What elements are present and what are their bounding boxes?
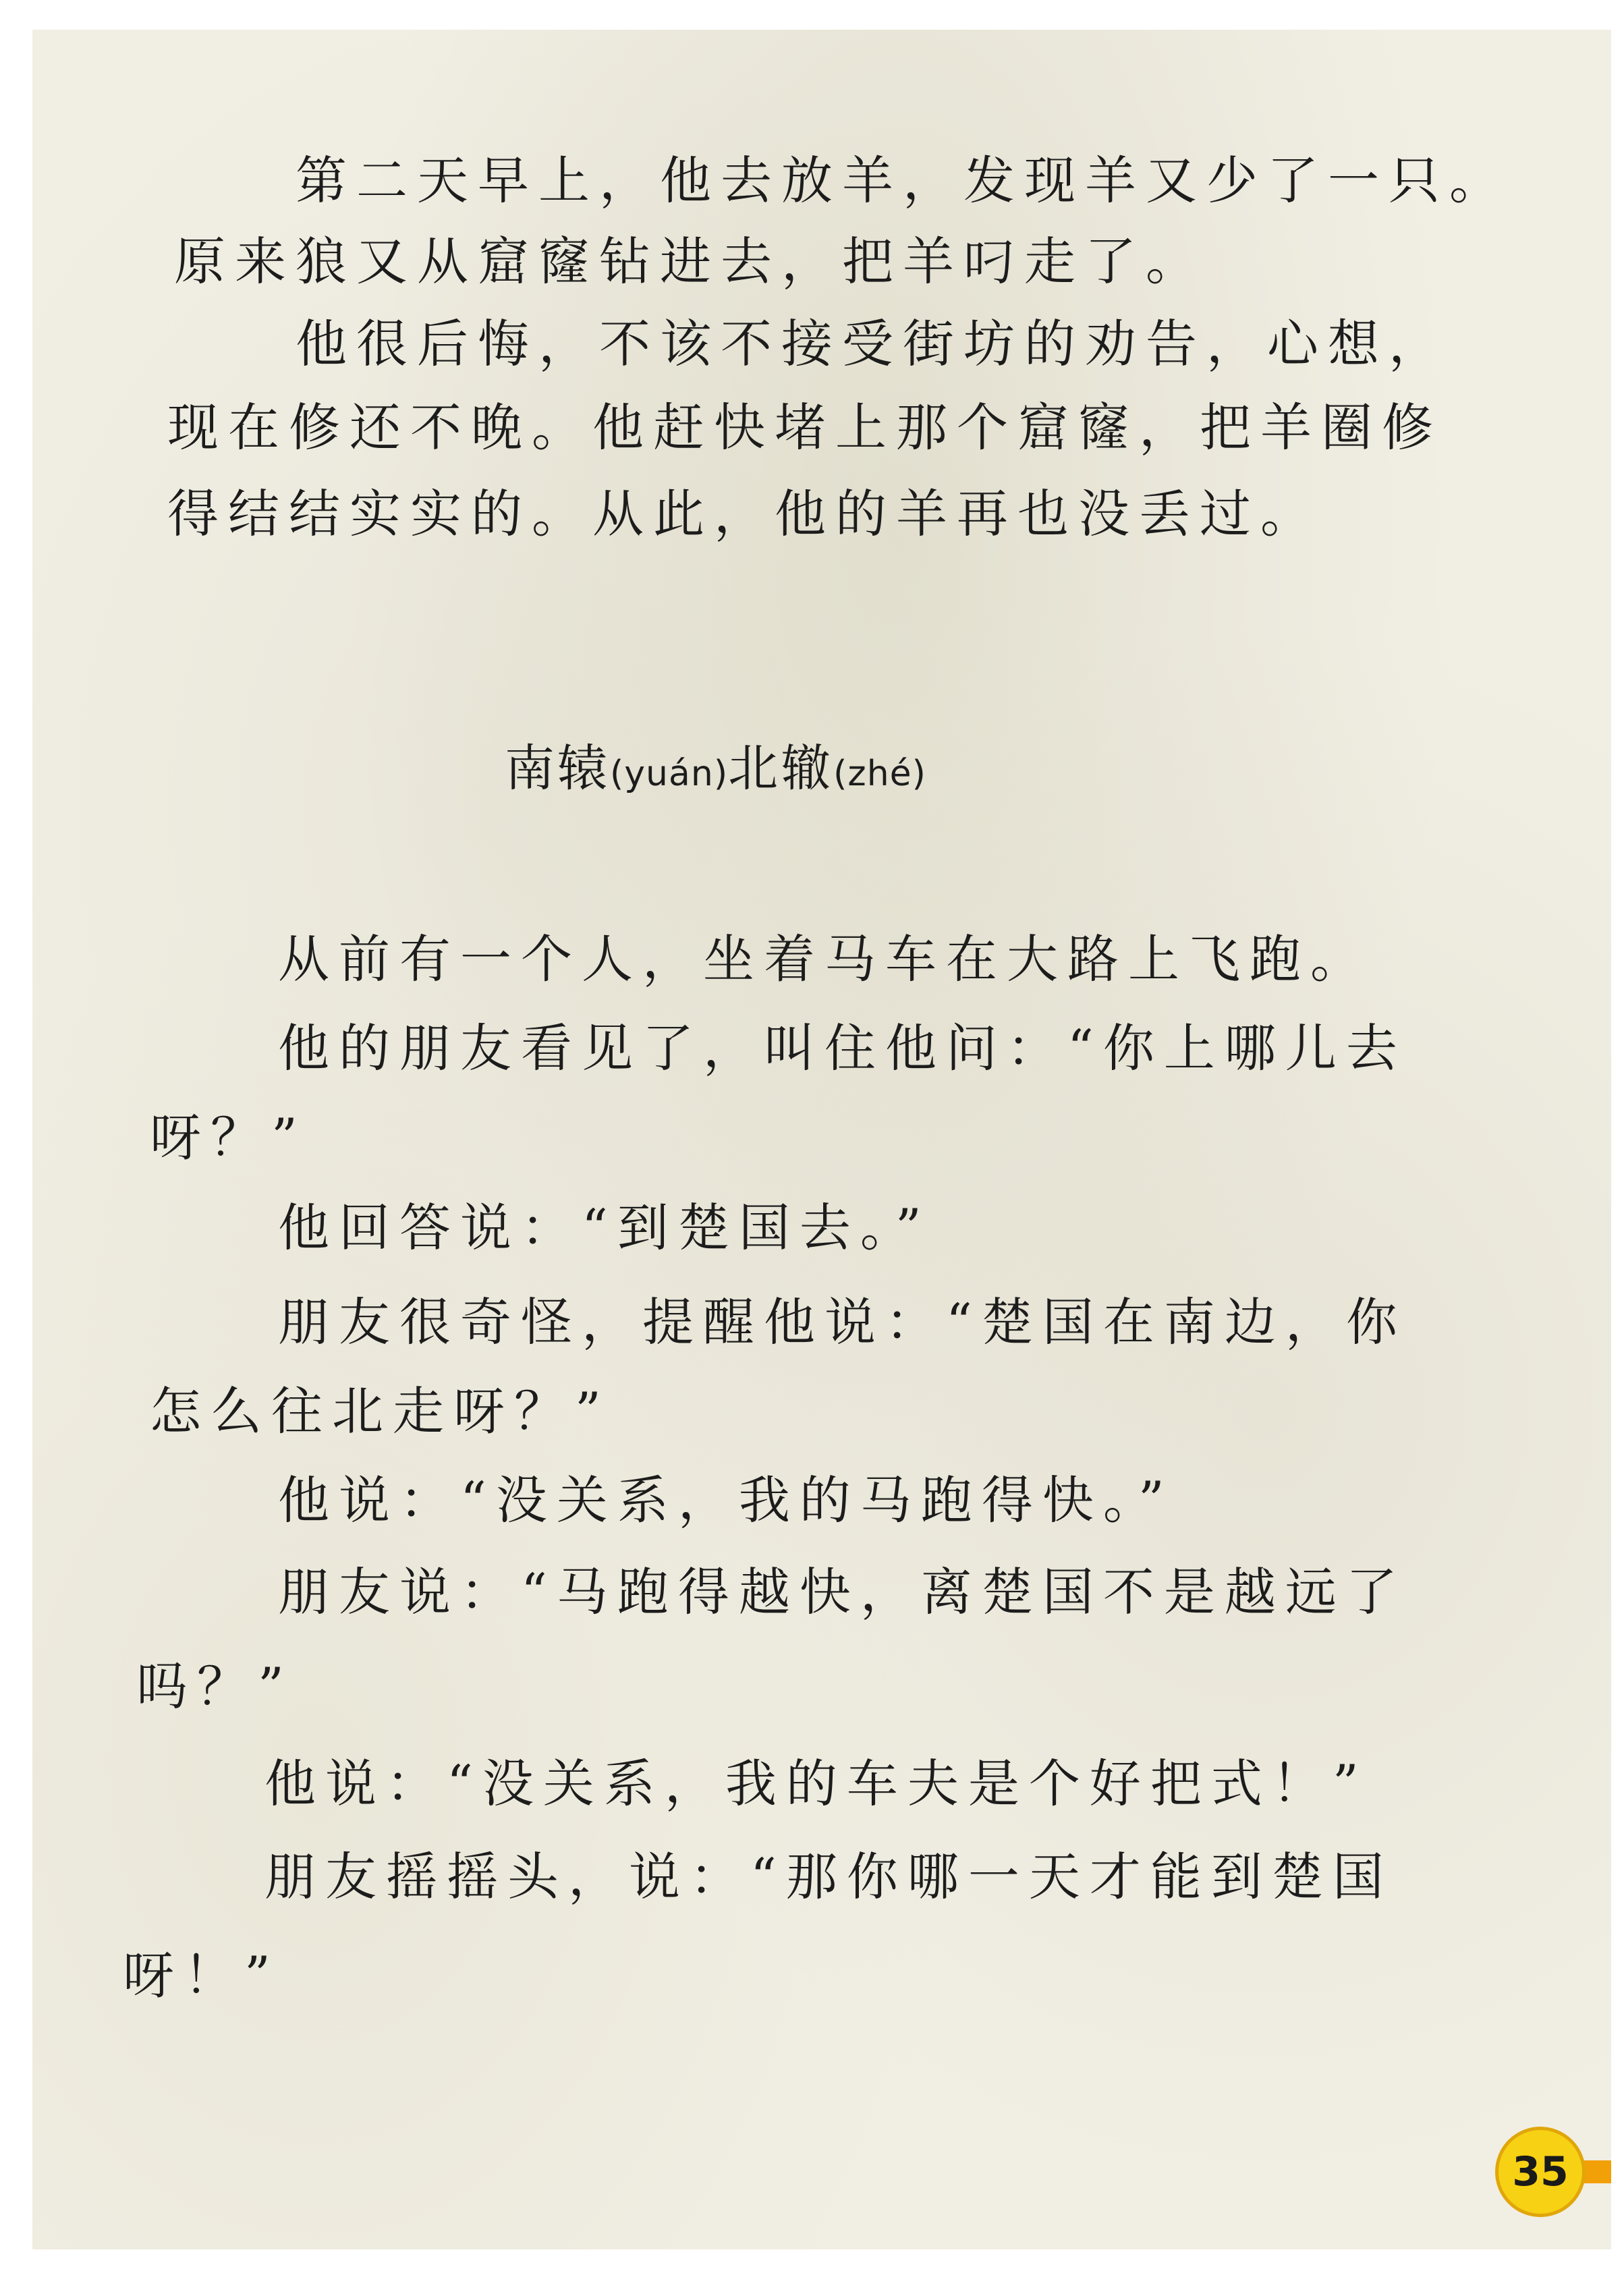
story2-line-12: 呀！” — [123, 1945, 280, 2005]
story1-line-3: 他很后悔，不该不接受街坊的劝告，心想， — [296, 314, 1449, 374]
story2-line-3: 呀？” — [150, 1107, 307, 1167]
story2-line-5: 朋友很奇怪，提醒他说：“楚国在南边，你 — [278, 1292, 1407, 1352]
title-part-2: 北辙 — [728, 739, 834, 797]
story2-line-1: 从前有一个人，坐着马车在大路上飞跑。 — [278, 929, 1371, 989]
book-page — [32, 30, 1611, 2249]
story1-line-1: 第二天早上，他去放羊，发现羊又少了一只。 — [296, 150, 1510, 211]
story2-line-9: 吗？” — [136, 1656, 293, 1716]
story2-line-11: 朋友摇摇头，说：“那你哪一天才能到楚国 — [264, 1847, 1393, 1907]
story1-line-4: 现在修还不晚。他赶快堵上那个窟窿，把羊圈修 — [167, 397, 1443, 457]
title-pinyin-2: (zhé) — [833, 754, 926, 794]
story1-line-2: 原来狼又从窟窿钻进去，把羊叼走了。 — [174, 231, 1206, 291]
page-number-badge: 35 — [1495, 2127, 1586, 2217]
story2-line-7: 他说：“没关系，我的马跑得快。” — [278, 1470, 1174, 1530]
title-pinyin-1: (yuán) — [610, 754, 729, 794]
story2-line-2: 他的朋友看见了，叫住他问：“你上哪儿去 — [278, 1018, 1407, 1078]
story2-line-4: 他回答说：“到楚国去。” — [278, 1198, 931, 1258]
story2-line-8: 朋友说：“马跑得越快，离楚国不是越远了 — [278, 1562, 1407, 1622]
story2-line-6: 怎么往北走呀？” — [150, 1381, 611, 1441]
story2-line-10: 他说：“没关系，我的车夫是个好把式！” — [264, 1754, 1368, 1814]
story1-line-5: 得结结实实的。从此，他的羊再也没丢过。 — [167, 484, 1321, 544]
story2-title — [505, 739, 926, 797]
title-part-1: 南辕 — [505, 739, 610, 797]
